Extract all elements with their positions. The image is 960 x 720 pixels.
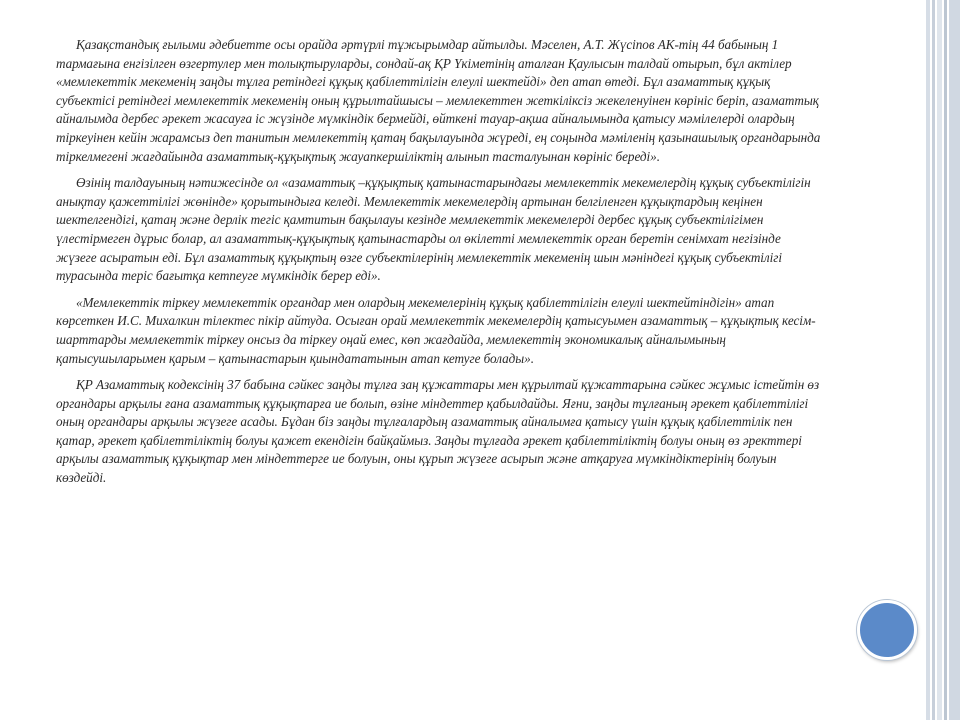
- decorative-circle-icon: [857, 600, 917, 660]
- decorative-side-stripes: [926, 0, 960, 720]
- paragraph-2: Өзінің талдауының нәтижесінде ол «азаматтық –құқықтық қатынастарындағы мемлекеттік мекемелердің құқық субъектілігін анықтау қажеттілігі жөнінде» қорытындыға келеді. Мемлекеттік мекемелердің артынан белгіленген құқықтардың кеңінен шектелгендігі, қатаң және дерлік тегіс қамтитын бақылауы кезінде мемлекеттік мекемелерді дербес құқық субъектілігімен үлестірмеген дұрыс болар, ал азаматтық-құқықтық қатынастарды ол өкілетті мемлекеттік орган беретін сенімхат негізінде жүзеге асыратын еді. Бұл азаматтық құқықтың өзге субъектілерінің мемлекеттік мекеменің шын мәніндегі құқық субъектілігі турасында теріс бағытқа кетпеуге мүмкіндік берер еді».: [56, 175, 811, 284]
- stripe: [949, 0, 960, 720]
- paragraph-4: ҚР Азаматтық кодексінің 37 бабына сәйкес заңды тұлға заң құжаттары мен құрылтай құжаттарына сәйкес жұмыс істейтін өз органдары арқылы ғана азаматтық құқықтарға ие болып, өзіне міндеттер қабылдайды. Яғни, заңды тұлғаның әрекет қабілеттілігі оның органдары арқылы жүзеге асады. Бұдан біз заңды тұлғалардың азаматтық айналымға қатысу үшін құқық қабілеттілік пен қатар, әрекет қабілеттіліктің болуы қажет екендігін байқаймыз. Заңды тұлғада әрекет қабілеттіліктің болуы оның өз әректтері арқылы азаматтық құқықтар мен міндеттерге ие болуын, оны құрып жүзеге асырып және атқаруға мүмкіндіктерінің болуын көздейді.: [56, 377, 820, 486]
- paragraph-1: Қазақстандық ғылыми әдебиетте осы орайда әртүрлі тұжырымдар айтылды. Мәселен, А.Т. Жүсіпов АК-тің 44 бабының 1 тармағына енгізілген өзгертулер мен толықтыруларды, сондай-ақ ҚР Үкіметінің аталған Қаулысын талдай отырып, бұл актілер «мемлекеттік мекеменің заңды тұлға ретіндегі құқық қабілеттілігін елеулі шектейді» деп атап өтеді. Бұл азаматтық құқық субъектісі ретіндегі мемлекеттік мекеменің оның құрылтайшысы – мемлекеттен жеткіліксіз жекеленуінен көрініс беріп, азаматтық айналымда дербес әрекет жасауға іс жүзінде мүмкіндік бермейді, өйткені тауар-ақша айналымында қатысу мәмілелерді олардың тіркеуінен кейін жарамсыз деп танитын мемлекеттің қатаң бақылауында жүреді, ең соңында мәміленің қазынашылық органдарында тіркелмегені жағдайында азаматтық-құқықтық жауапкершіліктің алынып тасталуынан көрініс береді».: [56, 37, 821, 164]
- stripe: [932, 0, 935, 720]
- stripe: [944, 0, 947, 720]
- stripe: [926, 0, 930, 720]
- stripe: [937, 0, 942, 720]
- paragraph-3: «Мемлекеттік тіркеу мемлекеттік органдар мен олардың мекемелерінің құқық қабілеттілігін елеулі шектейтіндігін» атап көрсеткен И.С. Михалкин тілектес пікір айтуда. Осыған орай мемлекеттік мекемелердің қатысуымен азаматтық – құқықтық кесім-шарттарды мемлекеттік тіркеу онсыз да тіркеу оңай емес, көп жағдайда, мемлекеттің экономикалық айналымының қатысушыларымен қарым – қатынастарын қиындататынын атап кетуге болады».: [56, 294, 816, 366]
- slide-body-text: [56, 36, 824, 496]
